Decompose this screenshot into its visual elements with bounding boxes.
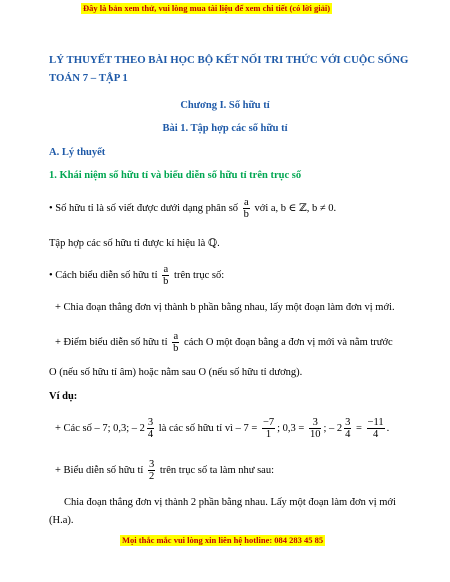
- step-2: + Điểm biểu diễn số hữu tỉ $\frac{a}{b}$ cách O một đoạn bằng a đơn vị mới và nằm trước: [55, 331, 393, 354]
- step-1: + Chia đoạn thẳng đơn vị thành b phần bằng nhau, lấy một đoạn làm đơn vị mới.: [55, 302, 395, 313]
- example-2-step: Chia đoạn thẳng đơn vị thành 2 phần bằng nhau. Lấy một đoạn làm đơn vị mới: [64, 497, 396, 508]
- chapter-heading: Chương I. Số hữu tỉ: [180, 100, 270, 111]
- example-2-step-end: (H.a).: [49, 515, 74, 526]
- mixed-fraction-part: $\frac{3}{4}$: [345, 417, 351, 440]
- fraction-3-over-10: $\frac{3}{10}$: [309, 417, 321, 440]
- subsection-heading: 1. Khái niệm số hữu tỉ và biểu diễn số hữu tỉ trên trục số: [49, 170, 302, 181]
- fraction-a-over-b: $\frac{a}{b}$: [243, 197, 249, 220]
- fraction-minus7-over-1: $\frac{-7}{1}$: [262, 417, 275, 440]
- definition-text: • Số hữu tỉ là số viết được dưới dạng phân số: [49, 202, 239, 214]
- preview-banner: Đây là bản xem thử, vui lòng mua tài liệu để xem chi tiết (có lời giải): [83, 3, 331, 13]
- document-subtitle: TOÁN 7 – TẬP 1: [49, 72, 128, 84]
- example-2: + Biểu diễn số hữu tỉ $\frac{3}{2}$ trên trục số ta làm như sau:: [55, 459, 274, 482]
- example-label: Ví dụ:: [49, 391, 78, 402]
- mixed-fraction-part: $\frac{3}{4}$: [147, 417, 154, 440]
- document-title: LÝ THUYẾT THEO BÀI HỌC BỘ KẾT NỐI TRI THỨC VỚI CUỘC SỐNG: [49, 54, 409, 66]
- definition-condition: với a, b ∈ ℤ, b ≠ 0.: [254, 202, 337, 214]
- lesson-heading: Bài 1. Tập hợp các số hữu tỉ: [162, 123, 288, 134]
- fraction-a-over-b: $\frac{a}{b}$: [173, 331, 179, 354]
- fraction-3-over-2: $\frac{3}{2}$: [148, 459, 155, 482]
- section-heading: A. Lý thuyết: [49, 147, 106, 158]
- representation-line: • Cách biểu diễn số hữu tỉ $\frac{a}{b}$ trên trục số:: [49, 264, 225, 287]
- fraction-a-over-b: $\frac{a}{b}$: [163, 264, 169, 287]
- hotline-banner: Mọi thắc mắc vui lòng xin liên hệ hotline: 084 283 45 85: [122, 535, 324, 545]
- fraction-minus11-over-4: $\frac{-11}{4}$: [367, 417, 384, 440]
- definition-line: [49, 197, 336, 220]
- step-2-continued: O (nếu số hữu tỉ âm) hoặc nằm sau O (nếu số hữu tỉ dương).: [49, 367, 303, 378]
- set-notation-line: Tập hợp các số hữu tỉ được kí hiệu là ℚ.: [49, 238, 220, 249]
- example-1: + Các số – 7; 0,3; – 2 $\frac{3}{4}$ là các số hữu tỉ vì – 7 = $\frac{-7}{1}$ ; 0,3 = $\frac{3}{10}$ ; – 2 $\frac{3}{4}$ = $\frac{-11}{4}$ .: [55, 417, 390, 440]
